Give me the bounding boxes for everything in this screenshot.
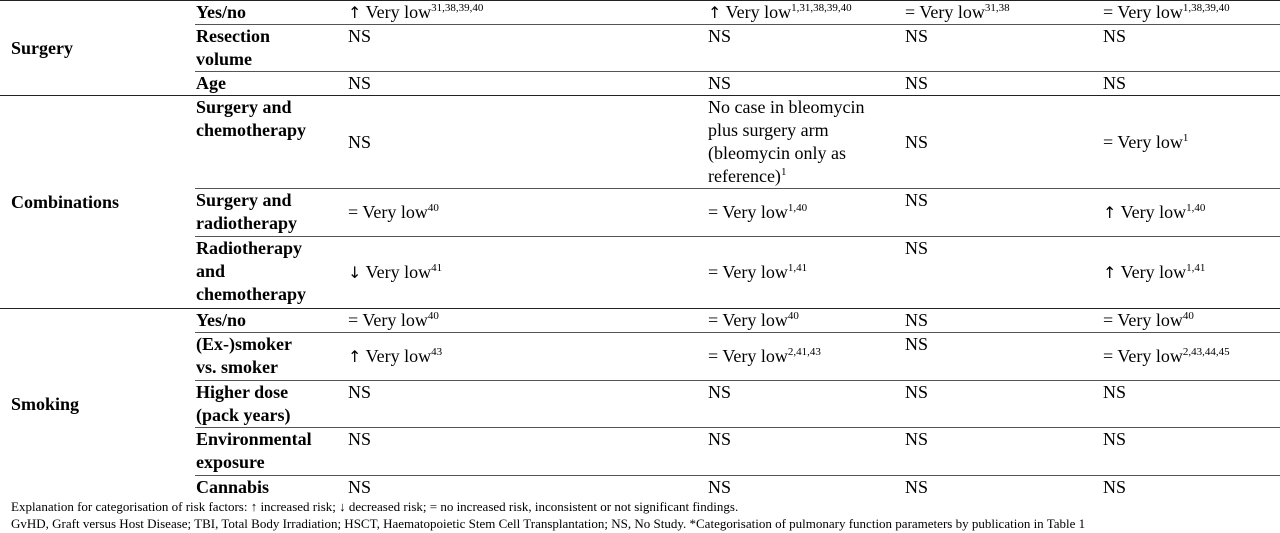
cell-text: NS xyxy=(708,73,732,93)
risk-indicator: = xyxy=(708,202,719,222)
factor-label-line: Radiotherapy xyxy=(196,238,303,258)
cell-value xyxy=(348,72,708,95)
value-cell xyxy=(1103,333,1280,381)
cell-value xyxy=(905,25,1103,48)
cell-value xyxy=(1103,72,1280,95)
factor-cell xyxy=(195,25,348,72)
cell-value xyxy=(708,261,905,284)
cell-text: Very low xyxy=(362,310,428,330)
value-cell xyxy=(1103,96,1280,189)
value-cell xyxy=(708,189,905,237)
value-cell xyxy=(905,476,1103,500)
reference-numbers: 1,31,38,39,40 xyxy=(791,2,852,14)
value-cell xyxy=(1103,189,1280,237)
value-cell xyxy=(905,1,1103,25)
cell-text: NS xyxy=(905,131,929,152)
cell-text: NS xyxy=(1103,382,1127,402)
cell-text: NS xyxy=(905,73,929,93)
value-cell xyxy=(348,309,708,333)
reference-numbers: 1 xyxy=(780,166,787,178)
reference-numbers: 40 xyxy=(787,310,799,322)
reference-numbers: 2,41,43 xyxy=(787,346,821,358)
cell-value xyxy=(708,476,905,499)
factor-label-line: exposure xyxy=(196,452,265,472)
reference-numbers: 41 xyxy=(431,262,443,274)
factor-label-line: Higher dose xyxy=(196,382,289,402)
cell-value xyxy=(1103,201,1280,224)
cell-value xyxy=(348,476,708,499)
reference-numbers: 31,38 xyxy=(984,2,1010,14)
cell-value xyxy=(708,309,905,332)
factor-cell xyxy=(195,96,348,189)
factor-label-line: Surgery and xyxy=(196,190,292,210)
reference-numbers: 40 xyxy=(1182,310,1194,322)
factor-label-line: Environmental xyxy=(196,429,312,449)
cell-text: NS xyxy=(1103,429,1127,449)
reference-numbers: 1,38,39,40 xyxy=(1182,2,1230,14)
value-cell xyxy=(708,237,905,309)
value-cell xyxy=(348,476,708,500)
risk-indicator: = xyxy=(1103,310,1114,330)
value-cell xyxy=(348,25,708,72)
cell-value xyxy=(1103,476,1280,499)
reference-numbers: 40 xyxy=(427,202,439,214)
factor-cell xyxy=(195,189,348,237)
cell-value xyxy=(905,1,1103,24)
factor-cell xyxy=(195,72,348,96)
cell-text: Very low xyxy=(365,262,432,282)
cell-text: Very low xyxy=(919,2,985,22)
factor-label-line: Resection xyxy=(196,26,270,46)
cell-value xyxy=(708,165,905,188)
factor-label-line: Yes/no xyxy=(196,2,247,22)
cell-value xyxy=(708,345,905,368)
value-cell xyxy=(708,476,905,500)
value-cell xyxy=(708,428,905,476)
risk-indicator: = xyxy=(1103,346,1114,366)
factor-cell xyxy=(195,1,348,25)
value-cell xyxy=(905,189,1103,237)
cell-value xyxy=(708,201,905,224)
value-cell xyxy=(1103,381,1280,428)
cell-text-line: No case in bleomycin xyxy=(708,97,865,117)
cell-value xyxy=(708,428,905,451)
cell-text: NS xyxy=(905,382,929,402)
risk-indicator: = xyxy=(1103,2,1114,22)
cell-value xyxy=(1103,345,1280,368)
cell-value xyxy=(348,131,708,154)
table-row xyxy=(0,96,1280,189)
cell-text: Very low xyxy=(365,346,432,366)
cell-text: NS xyxy=(905,26,929,46)
value-cell xyxy=(1103,476,1280,500)
cell-value xyxy=(905,131,1103,154)
value-cell xyxy=(348,189,708,237)
value-cell xyxy=(348,333,708,381)
cell-value xyxy=(348,25,708,48)
cell-value xyxy=(1103,309,1280,332)
factor-cell xyxy=(195,333,348,381)
table-row xyxy=(0,309,1280,333)
risk-indicator: ↑ xyxy=(708,3,722,22)
cell-text: Very low xyxy=(722,310,788,330)
factor-label-line: Age xyxy=(196,73,226,93)
cell-value xyxy=(905,476,1103,499)
cell-text: Very low xyxy=(722,262,788,282)
value-cell xyxy=(708,72,905,96)
cell-text: NS xyxy=(905,310,929,330)
factor-label-line: chemotherapy xyxy=(196,284,306,304)
reference-numbers: 31,38,39,40 xyxy=(431,2,484,14)
risk-indicator: ↑ xyxy=(1103,203,1117,222)
cell-value xyxy=(348,381,708,404)
factor-label-line: Surgery and xyxy=(196,97,292,117)
value-cell xyxy=(348,381,708,428)
risk-indicator: ↑ xyxy=(348,3,362,22)
cell-text: Very low xyxy=(722,346,788,366)
cell-text: NS xyxy=(1103,26,1127,46)
factor-cell xyxy=(195,309,348,333)
cell-value xyxy=(905,237,1103,260)
cell-value xyxy=(1103,1,1280,24)
footnote-explanation: Explanation for categorisation of risk factors: ↑ increased risk; ↓ decreased risk; = no increased risk, inconsistent or not significant findings. xyxy=(11,499,739,514)
cell-text: NS xyxy=(348,382,372,402)
value-cell xyxy=(905,25,1103,72)
factor-cell xyxy=(195,381,348,428)
cell-text: NS xyxy=(708,382,732,402)
cell-text: NS xyxy=(905,190,929,210)
cell-text-line: (bleomycin only as xyxy=(708,143,846,163)
cell-value xyxy=(708,381,905,404)
cell-text: NS xyxy=(905,334,929,354)
cell-text: NS xyxy=(905,238,929,258)
value-cell xyxy=(1103,25,1280,72)
cell-text: NS xyxy=(708,477,732,497)
reference-numbers: 1,41 xyxy=(787,262,808,274)
cell-text: Very low xyxy=(1117,310,1183,330)
cell-value xyxy=(348,428,708,451)
cell-text: Very low xyxy=(1120,202,1187,222)
reference-numbers: 1,40 xyxy=(1186,202,1206,214)
cell-value xyxy=(905,381,1103,404)
factor-label-line: vs. smoker xyxy=(196,357,278,377)
value-cell xyxy=(1103,72,1280,96)
cell-value xyxy=(905,309,1103,332)
table-body xyxy=(0,1,1280,500)
value-cell xyxy=(708,381,905,428)
reference-numbers: 40 xyxy=(427,310,439,322)
risk-indicator: = xyxy=(708,346,719,366)
value-cell xyxy=(708,25,905,72)
risk-indicator: ↑ xyxy=(348,347,362,366)
risk-indicator: ↑ xyxy=(1103,263,1117,282)
factor-label-line: (pack years) xyxy=(196,405,291,425)
reference-numbers: 1,41 xyxy=(1186,262,1206,274)
value-cell xyxy=(1103,428,1280,476)
cell-value xyxy=(905,72,1103,95)
reference-numbers: 2,43,44,45 xyxy=(1182,346,1230,358)
value-cell xyxy=(348,237,708,309)
category-combinations: Combinations xyxy=(0,96,195,309)
cell-text: NS xyxy=(348,429,372,449)
factor-label-line: and xyxy=(196,261,226,281)
cell-value xyxy=(348,1,708,24)
value-cell xyxy=(708,333,905,381)
value-cell xyxy=(348,1,708,25)
factor-cell xyxy=(195,237,348,309)
cell-text: Very low xyxy=(1117,346,1183,366)
cell-value xyxy=(905,189,1103,212)
footnote-abbreviations: GvHD, Graft versus Host Disease; TBI, Total Body Irradiation; HSCT, Haematopoietic Stem Cell Transplantation; NS, No Study. *Categorisation of pulmonary function parameters by publication in Table 1 xyxy=(11,516,1086,531)
category-smoking: Smoking xyxy=(0,309,195,500)
cell-value xyxy=(1103,381,1280,404)
value-cell xyxy=(905,381,1103,428)
risk-indicator: = xyxy=(1103,131,1114,152)
cell-text: Very low xyxy=(362,202,428,222)
cell-value xyxy=(1103,25,1280,48)
value-cell xyxy=(905,333,1103,381)
value-cell xyxy=(1103,237,1280,309)
cell-text: Very low xyxy=(725,2,792,22)
value-cell xyxy=(348,96,708,189)
value-cell xyxy=(1103,309,1280,333)
value-cell xyxy=(905,428,1103,476)
cell-text: NS xyxy=(708,26,732,46)
cell-value xyxy=(348,201,708,224)
cell-text: NS xyxy=(1103,73,1127,93)
cell-text: NS xyxy=(348,131,372,152)
cell-value xyxy=(348,261,708,284)
cell-text: Very low xyxy=(722,202,788,222)
cell-value xyxy=(708,25,905,48)
cell-value xyxy=(1103,131,1280,154)
value-cell xyxy=(348,428,708,476)
factor-label-line: Cannabis xyxy=(196,477,270,497)
value-cell xyxy=(905,309,1103,333)
reference-numbers: 1,40 xyxy=(787,202,808,214)
reference-numbers: 43 xyxy=(431,346,443,358)
factor-label-line: (Ex-)smoker xyxy=(196,334,292,354)
risk-indicator: = xyxy=(708,262,719,282)
cell-text: NS xyxy=(348,26,372,46)
cell-text: Very low xyxy=(365,2,432,22)
factor-cell xyxy=(195,428,348,476)
reference-numbers: 1 xyxy=(1182,131,1189,144)
cell-text: NS xyxy=(905,477,929,497)
cell-value xyxy=(905,333,1103,356)
risk-indicator: = xyxy=(905,2,916,22)
value-cell xyxy=(905,72,1103,96)
cell-text: Very low xyxy=(1117,131,1183,152)
value-cell xyxy=(905,96,1103,189)
value-cell xyxy=(348,72,708,96)
cell-value xyxy=(708,72,905,95)
category-surgery: Surgery xyxy=(0,1,195,96)
cell-value xyxy=(1103,428,1280,451)
factor-label-line: chemotherapy xyxy=(196,120,306,140)
risk-indicator: = xyxy=(708,310,719,330)
cell-text: NS xyxy=(708,429,732,449)
cell-value xyxy=(348,309,708,332)
cell-text: NS xyxy=(348,477,372,497)
cell-text: Very low xyxy=(1117,2,1183,22)
value-cell xyxy=(1103,1,1280,25)
value-cell xyxy=(708,309,905,333)
value-cell xyxy=(905,237,1103,309)
cell-value xyxy=(348,345,708,368)
risk-indicator: = xyxy=(348,310,359,330)
cell-text: NS xyxy=(905,429,929,449)
cell-text: NS xyxy=(1103,477,1127,497)
cell-text-line: plus surgery arm xyxy=(708,120,829,140)
value-cell xyxy=(708,96,905,189)
cell-text: NS xyxy=(348,73,372,93)
value-cell xyxy=(708,1,905,25)
factor-label-line: radiotherapy xyxy=(196,213,297,233)
factor-cell xyxy=(195,476,348,500)
factor-label-line: volume xyxy=(196,49,252,69)
factor-label-line: Yes/no xyxy=(196,310,247,330)
table-row xyxy=(0,1,1280,25)
cell-value xyxy=(1103,261,1280,284)
cell-text: reference) xyxy=(708,166,781,186)
cell-text: Very low xyxy=(1120,262,1187,282)
risk-indicator: ↓ xyxy=(348,263,362,282)
cell-value xyxy=(708,1,905,24)
cell-value xyxy=(905,428,1103,451)
risk-indicator: = xyxy=(348,202,359,222)
